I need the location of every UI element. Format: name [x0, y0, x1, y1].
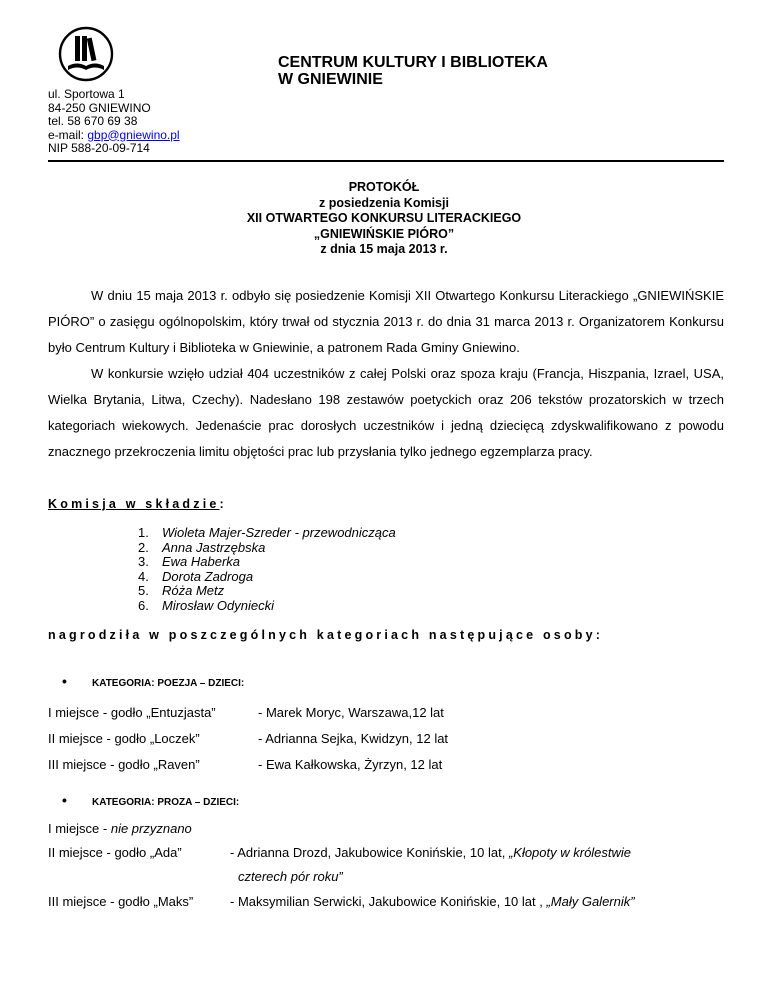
- title-line-3: XII OTWARTEGO KONKURSU LITERACKIEGO: [246, 211, 522, 225]
- email-line: [48, 129, 180, 143]
- category-label: KATEGORIA: POEZJA – DZIECI:: [92, 678, 245, 689]
- title-line-5: z dnia 15 maja 2013 r.: [320, 242, 448, 256]
- paragraph-1: W dniu 15 maja 2013 r. odbyło się posiedzenie Komisji XII Otwartego Konkursu Literackiego „GNIEWIŃSKIE PIÓRO” o zasięgu ogólnopolskim, który trwał od stycznia 2013 r. do dnia 31 marca 2013 r. Organizatorem Konkursu było Centrum Kultury i Biblioteka w Gniewinie, a patronem Rada Gminy Gniewino.: [48, 288, 724, 355]
- award-place: I miejsce - godło „Entuzjasta”: [48, 705, 216, 720]
- award-place: II miejsce - godło „Loczek”: [48, 731, 200, 746]
- category-label: KATEGORIA: PROZA – DZIECI:: [92, 797, 240, 808]
- header-divider: [48, 160, 724, 162]
- title-line-2: z posiedzenia Komisji: [319, 195, 449, 210]
- category-prose-children: [62, 792, 239, 808]
- award-winner: - Maksymilian Serwicki, Jakubowice Konińskie, 10 lat , „Mały Galernik”: [230, 894, 635, 909]
- title-line-4: „GNIEWIŃSKIE PIÓRO”: [313, 226, 455, 241]
- committee-heading: Komisja w składzie:: [48, 497, 227, 511]
- email-label: e-mail:: [48, 127, 88, 142]
- bullet-icon: •: [62, 673, 67, 689]
- committee-members: [138, 526, 396, 613]
- awarded-heading: nagrodziła w poszczególnych kategoriach następujące osoby:: [48, 628, 604, 642]
- postal-city: 84-250 GNIEWINO: [48, 100, 151, 115]
- award-winner: - Adrianna Drozd, Jakubowice Konińskie, 10 lat, „Kłopoty w królestwie: [230, 845, 632, 860]
- award-place: II miejsce - godło „Ada”: [48, 845, 182, 860]
- work-title: „Kłopoty w królestwie: [508, 845, 632, 860]
- title-line-1: PROTOKÓŁ: [348, 180, 420, 194]
- paragraph-2: W konkursie wzięło udział 404 uczestników z całej Polski oraz spoza kraju (Francja, Hiszpania, Izrael, USA, Wielka Brytania, Litwa, Czechy). Nadesłano 198 zestawów poetyckich oraz 206 tekstów prozatorskich w trzech kategoriach wiekowych. Jedenaście prac dorosłych uczestników i jedną dziecięcą zdyskwalifikowano z powodu znacznego przekroczenia limitu objętości prac lub przysłania tylko jednego egzemplarza pracy.: [48, 366, 724, 459]
- list-item: 2. Anna Jastrzębska: [138, 539, 266, 555]
- nip: NIP 588-20-09-714: [48, 141, 150, 155]
- award-place: I miejsce - nie przyznano: [48, 821, 192, 836]
- list-item: 3. Ewa Haberka: [138, 554, 241, 569]
- award-place: III miejsce - godło „Maks”: [48, 894, 194, 909]
- list-item: 6. Mirosław Odyniecki: [138, 597, 274, 613]
- work-title: „Mały Galernik”: [546, 894, 635, 909]
- list-item: 1. Wioleta Majer-Szreder - przewodnicząca: [138, 525, 396, 540]
- award-winner: - Marek Moryc, Warszawa,12 lat: [258, 705, 444, 720]
- organization-name: [278, 54, 548, 88]
- org-line-2: W GNIEWINIE: [278, 71, 383, 88]
- award-winner: - Ewa Kałkowska, Żyrzyn, 12 lat: [258, 757, 443, 772]
- org-line-1: CENTRUM KULTURY I BIBLIOTEKA: [278, 54, 548, 71]
- list-item: 4. Dorota Zadroga: [138, 568, 254, 584]
- document-title: [0, 180, 768, 258]
- book-logo-icon: [58, 26, 114, 82]
- category-poetry-children: [62, 673, 244, 689]
- award-place: III miejsce - godło „Raven”: [48, 757, 200, 772]
- street: ul. Sportowa 1: [48, 87, 125, 101]
- email-link[interactable]: gbp@gniewino.pl: [87, 127, 180, 142]
- phone: tel. 58 670 69 38: [48, 114, 138, 128]
- award-winner: - Adrianna Sejka, Kwidzyn, 12 lat: [258, 731, 449, 746]
- list-item: 5. Róża Metz: [138, 583, 225, 598]
- body-text: [48, 283, 724, 465]
- not-awarded-note: nie przyznano: [110, 821, 192, 836]
- address-block: [48, 88, 180, 156]
- bullet-icon: •: [62, 792, 67, 808]
- work-title-continued: czterech pór roku”: [238, 869, 343, 884]
